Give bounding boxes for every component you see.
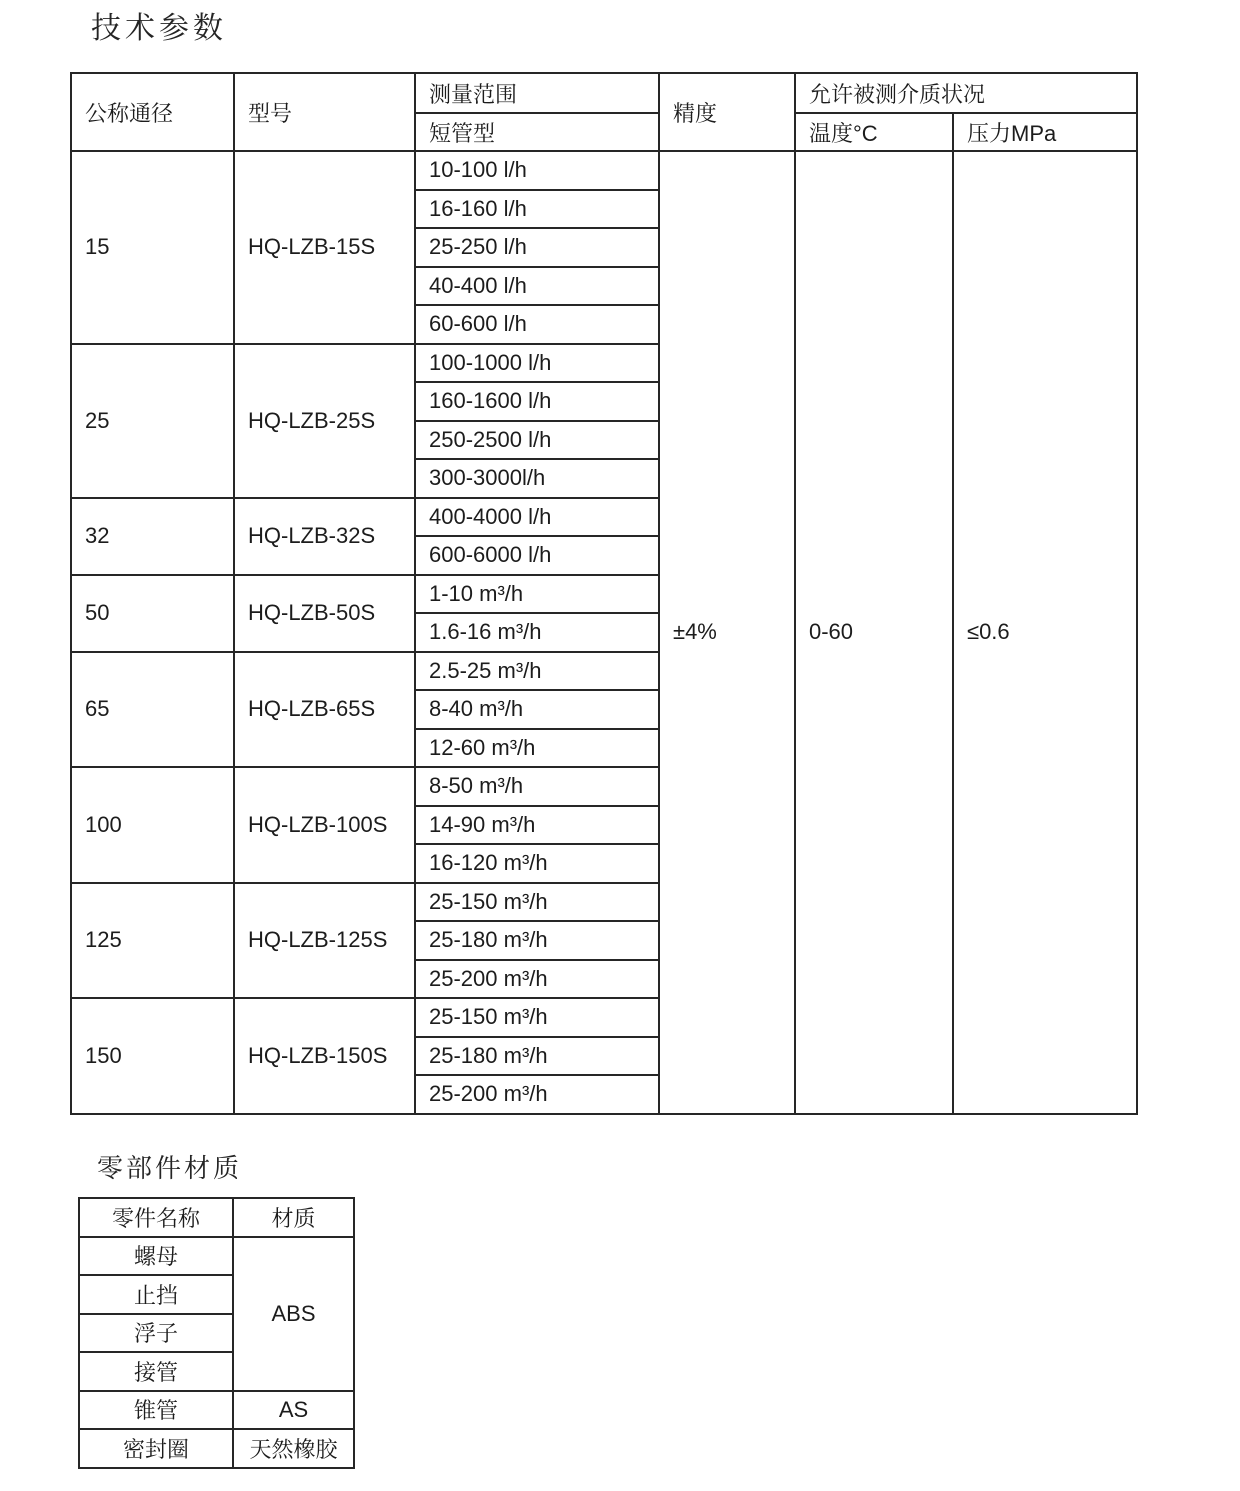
model-cell: HQ-LZB-25S	[234, 344, 415, 498]
header-range-group: 测量范围	[415, 73, 659, 113]
header-temperature: 温度°C	[795, 113, 953, 151]
range-cell: 14-90 m³/h	[415, 806, 659, 845]
diameter-cell: 32	[71, 498, 234, 575]
diameter-cell: 125	[71, 883, 234, 999]
parts-row	[79, 1429, 354, 1468]
model-cell: HQ-LZB-15S	[234, 151, 415, 344]
parts-table	[78, 1197, 355, 1469]
header-model: 型号	[234, 73, 415, 151]
model-cell: HQ-LZB-65S	[234, 652, 415, 768]
accuracy-cell: ±4%	[659, 151, 795, 1114]
spec-row	[71, 151, 1137, 190]
range-cell: 100-1000 l/h	[415, 344, 659, 383]
parts-row	[79, 1237, 354, 1276]
range-cell: 8-40 m³/h	[415, 690, 659, 729]
part-name-cell: 接管	[79, 1352, 233, 1391]
range-cell: 25-150 m³/h	[415, 883, 659, 922]
part-name-cell: 锥管	[79, 1391, 233, 1430]
range-cell: 16-160 l/h	[415, 190, 659, 229]
model-cell: HQ-LZB-150S	[234, 998, 415, 1114]
parts-header-name: 零件名称	[79, 1198, 233, 1237]
part-name-cell: 止挡	[79, 1275, 233, 1314]
diameter-cell: 15	[71, 151, 234, 344]
part-name-cell: 螺母	[79, 1237, 233, 1276]
diameter-cell: 150	[71, 998, 234, 1114]
material-cell: 天然橡胶	[233, 1429, 354, 1468]
range-cell: 25-250 l/h	[415, 228, 659, 267]
range-cell: 25-150 m³/h	[415, 998, 659, 1037]
spec-table-header	[71, 73, 1137, 151]
temperature-cell: 0-60	[795, 151, 953, 1114]
model-cell: HQ-LZB-32S	[234, 498, 415, 575]
material-cell: AS	[233, 1391, 354, 1430]
range-cell: 1.6-16 m³/h	[415, 613, 659, 652]
page-title: 技术参数	[91, 12, 227, 45]
range-cell: 16-120 m³/h	[415, 844, 659, 883]
range-cell: 60-600 l/h	[415, 305, 659, 344]
diameter-cell: 100	[71, 767, 234, 883]
range-cell: 1-10 m³/h	[415, 575, 659, 614]
range-cell: 25-180 m³/h	[415, 921, 659, 960]
range-cell: 600-6000 l/h	[415, 536, 659, 575]
parts-title: 零部件材质	[97, 1153, 243, 1183]
header-medium-group: 允许被测介质状况	[795, 73, 1137, 113]
parts-header-material: 材质	[233, 1198, 354, 1237]
range-cell: 8-50 m³/h	[415, 767, 659, 806]
range-cell: 300-3000l/h	[415, 459, 659, 498]
range-cell: 40-400 l/h	[415, 267, 659, 306]
range-cell: 25-200 m³/h	[415, 960, 659, 999]
part-name-cell: 密封圈	[79, 1429, 233, 1468]
range-cell: 2.5-25 m³/h	[415, 652, 659, 691]
diameter-cell: 65	[71, 652, 234, 768]
parts-table-header	[79, 1198, 354, 1237]
range-cell: 160-1600 l/h	[415, 382, 659, 421]
model-cell: HQ-LZB-125S	[234, 883, 415, 999]
parts-table-body	[79, 1237, 354, 1468]
diameter-cell: 50	[71, 575, 234, 652]
pressure-cell: ≤0.6	[953, 151, 1137, 1114]
spec-table	[70, 72, 1138, 1115]
material-cell: ABS	[233, 1237, 354, 1391]
part-name-cell: 浮子	[79, 1314, 233, 1353]
range-cell: 400-4000 l/h	[415, 498, 659, 537]
range-cell: 12-60 m³/h	[415, 729, 659, 768]
model-cell: HQ-LZB-100S	[234, 767, 415, 883]
range-cell: 250-2500 l/h	[415, 421, 659, 460]
header-accuracy: 精度	[659, 73, 795, 151]
header-pressure: 压力MPa	[953, 113, 1137, 151]
header-diameter: 公称通径	[71, 73, 234, 151]
header-range-sub: 短管型	[415, 113, 659, 151]
spec-table-body	[71, 151, 1137, 1114]
parts-row	[79, 1391, 354, 1430]
model-cell: HQ-LZB-50S	[234, 575, 415, 652]
range-cell: 25-200 m³/h	[415, 1075, 659, 1114]
range-cell: 10-100 l/h	[415, 151, 659, 190]
diameter-cell: 25	[71, 344, 234, 498]
range-cell: 25-180 m³/h	[415, 1037, 659, 1076]
